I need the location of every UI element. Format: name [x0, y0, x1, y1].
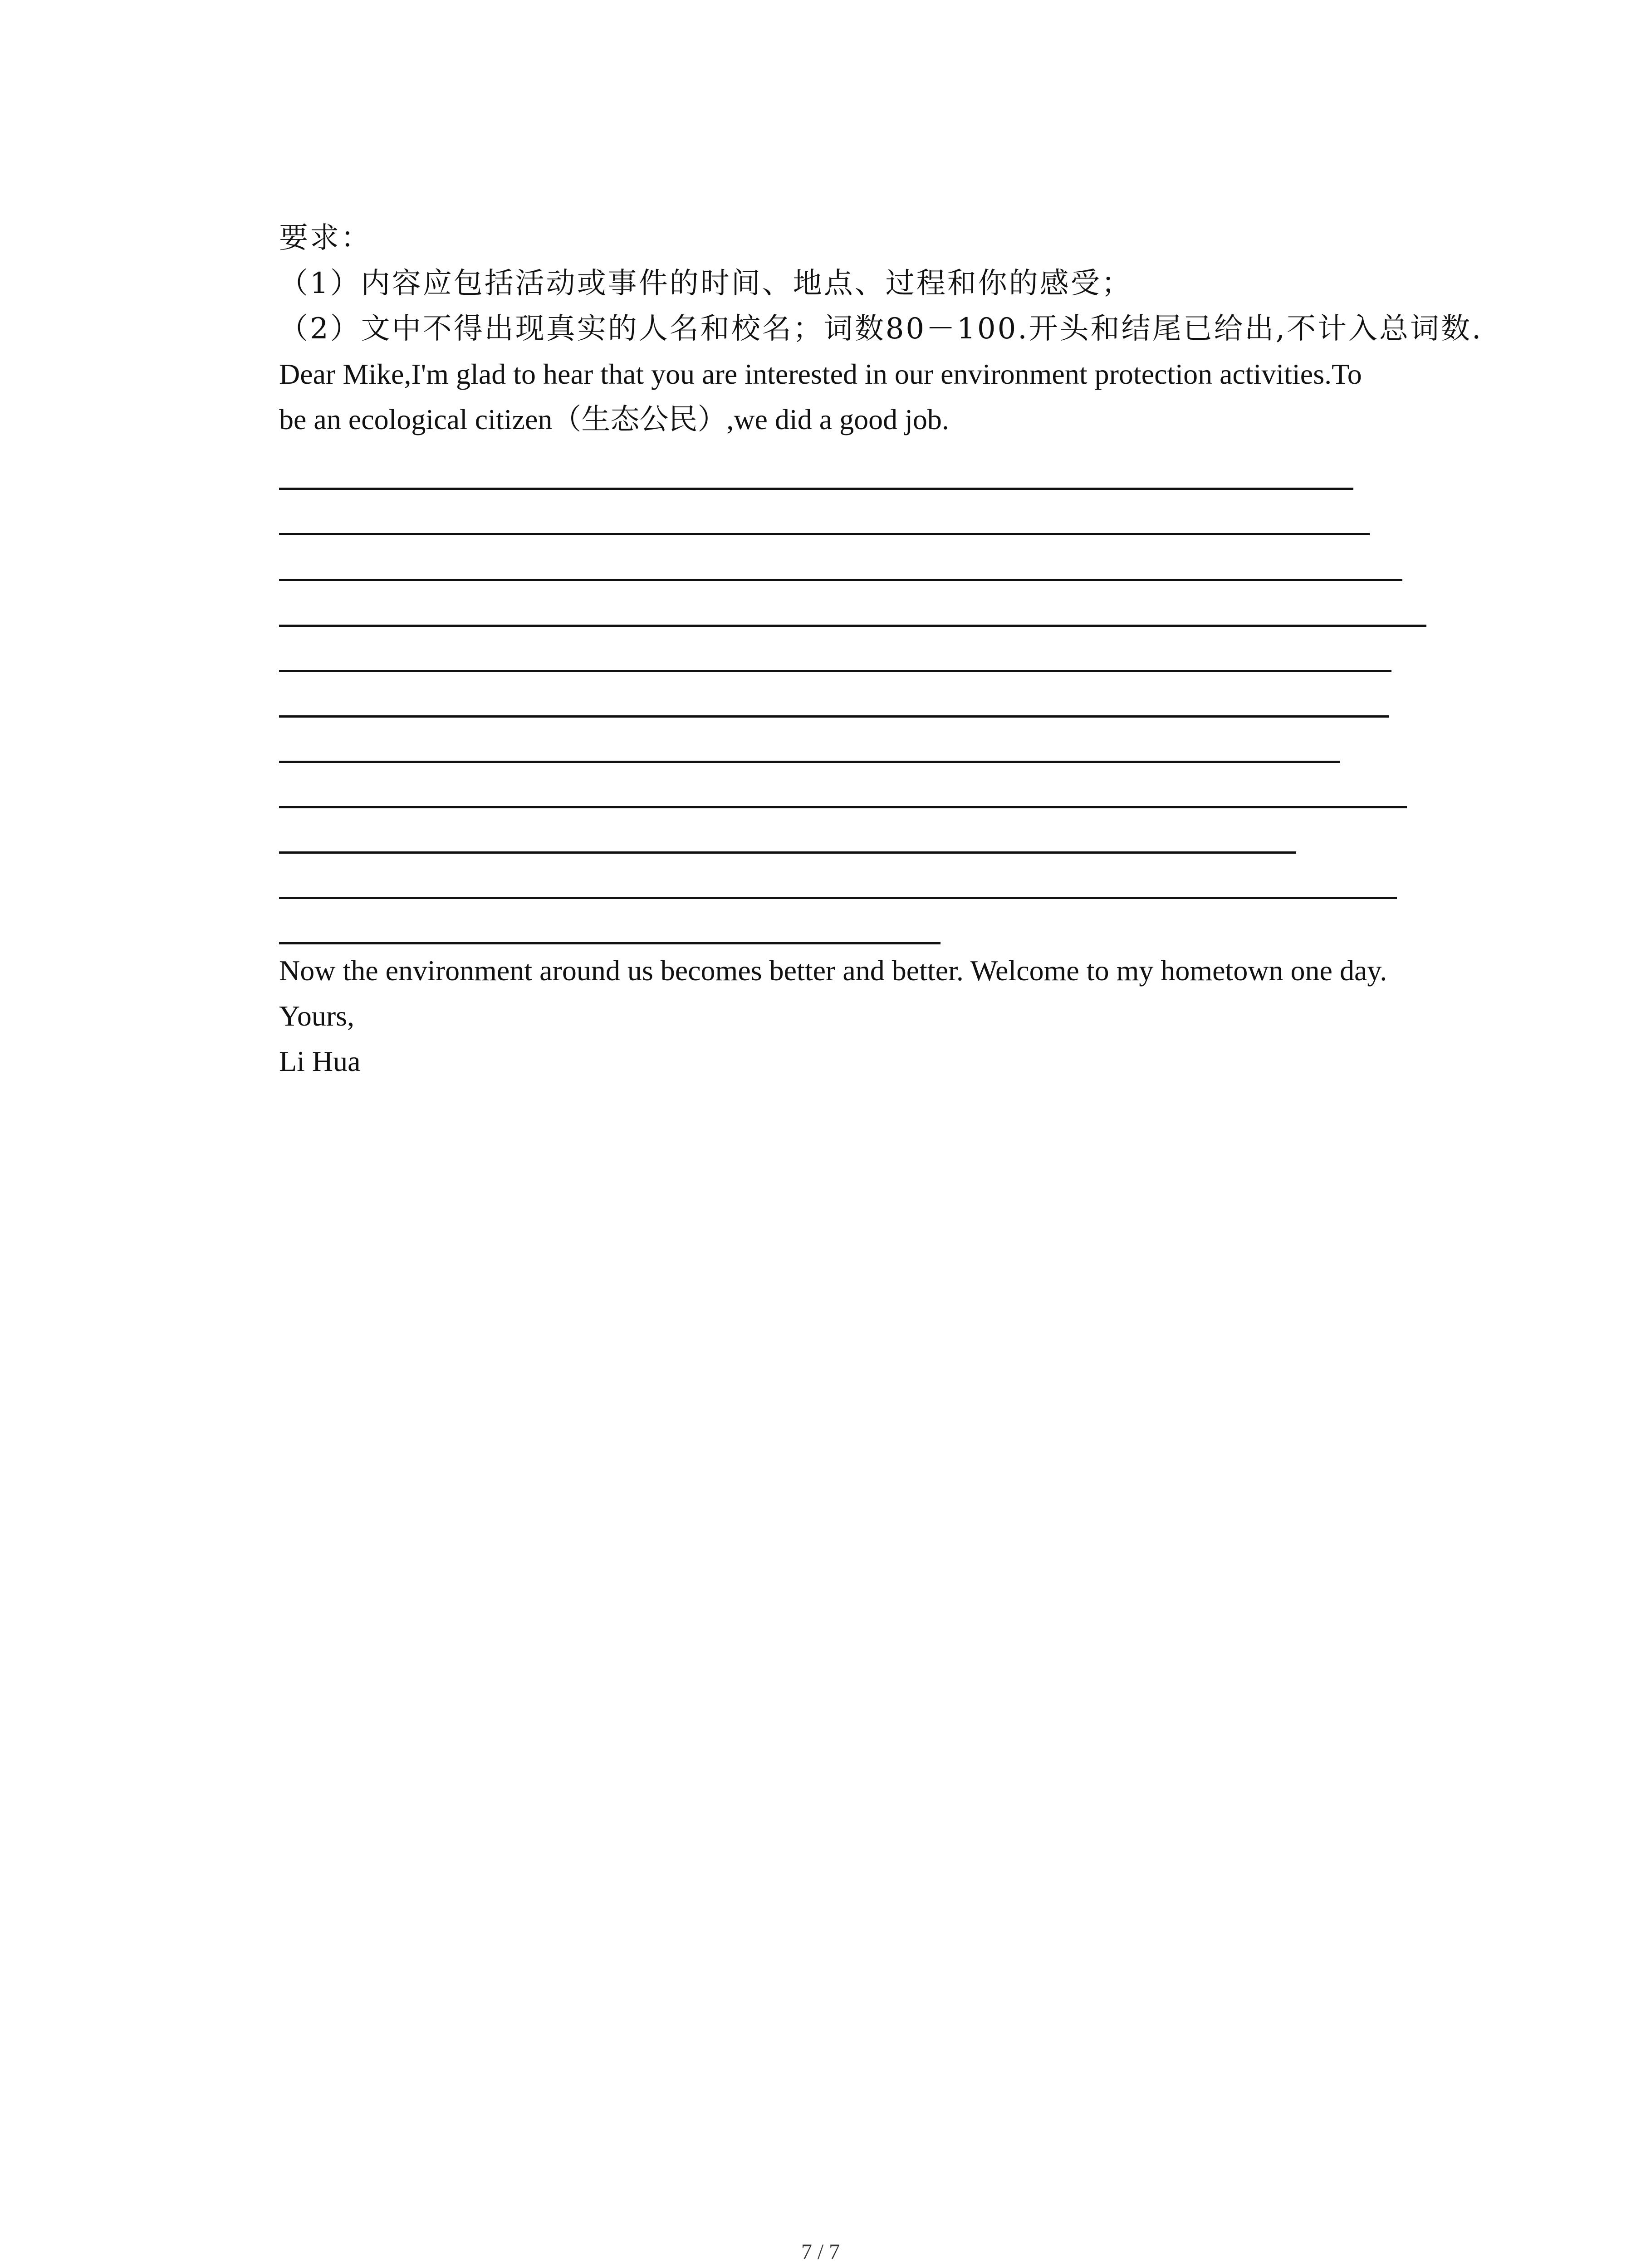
- answer-line-7[interactable]: [279, 761, 1340, 763]
- answer-line-5[interactable]: [279, 670, 1391, 672]
- answer-line-3[interactable]: [279, 579, 1402, 581]
- letter-opening-line-1: Dear Mike,I'm glad to hear that you are interested in our environment protection activities.To: [279, 358, 1362, 390]
- letter-signature: Li Hua: [279, 1045, 361, 1077]
- requirement-item-1: （1）内容应包括活动或事件的时间、地点、过程和你的感受；: [279, 267, 1132, 300]
- answer-line-1[interactable]: [279, 488, 1353, 490]
- letter-opening-line-2: be an ecological citizen（生态公民）,we did a good job.: [279, 403, 949, 435]
- answer-line-10[interactable]: [279, 897, 1397, 899]
- answer-line-2[interactable]: [279, 533, 1370, 535]
- requirement-item-2: （2）文中不得出现真实的人名和校名；词数80－100.开头和结尾已给出,不计入总词数.: [279, 312, 1483, 346]
- answer-line-4[interactable]: [279, 625, 1426, 627]
- letter-closing-sentence: Now the environment around us becomes better and better. Welcome to my hometown one day.: [279, 954, 1387, 987]
- requirements-heading: 要求：: [279, 221, 372, 255]
- page-number: 7 / 7: [801, 2240, 840, 2264]
- letter-sign-off: Yours,: [279, 1000, 355, 1032]
- answer-line-8[interactable]: [279, 806, 1407, 808]
- answer-line-9[interactable]: [279, 851, 1296, 854]
- answer-line-11[interactable]: [279, 942, 941, 944]
- answer-line-6[interactable]: [279, 715, 1389, 718]
